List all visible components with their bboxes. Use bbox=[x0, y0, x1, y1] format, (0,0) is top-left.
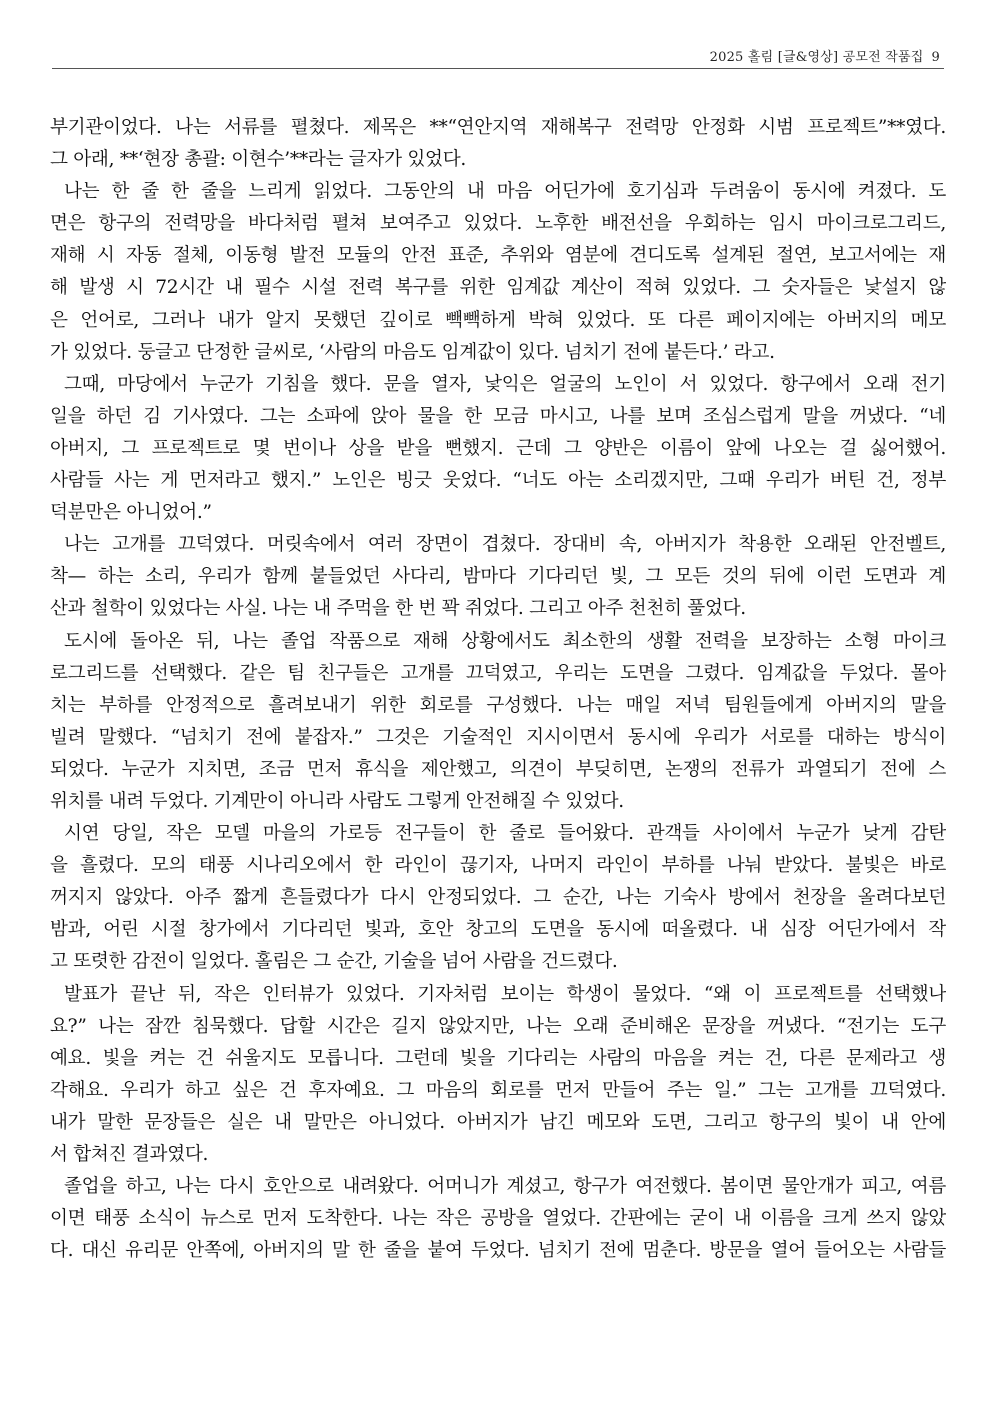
text-line: 나는 한 줄 한 줄을 느리게 읽었다. 그동안의 내 마음 어딘가에 호기심과 두려움이 동시에 켜졌다. 도 bbox=[64, 181, 946, 203]
text-line: 부기관이었다. 나는 서류를 펼쳤다. 제목은 **“연안지역 재해복구 전력망 안정화 시범 프로젝트”**였다. bbox=[50, 117, 946, 138]
text-line: 다. 대신 유리문 안쪽에, 아버지의 말 한 줄을 붙여 두었다. 넘치기 전에 멈춘다. 방문을 열어 들어오는 사람들 bbox=[50, 1240, 946, 1262]
page-header bbox=[52, 44, 944, 69]
text-line: 면은 항구의 전력망을 바다처럼 펼쳐 보여주고 있었다. 노후한 배전선을 우회하는 임시 마이크로그리드, bbox=[50, 213, 946, 235]
text-line: 착— 하는 소리, 우리가 함께 붙들었던 사다리, 밤마다 기다리던 빛, 그 모든 것의 뒤에 이런 도면과 계 bbox=[50, 566, 946, 588]
text-line: 그 아래, **‘현장 총괄: 이현수’**라는 글자가 있었다. bbox=[50, 149, 466, 171]
text-line: 내가 말한 문장들은 실은 내 말만은 아니었다. 아버지가 남긴 메모와 도면, 그리고 항구의 빛이 내 안에 bbox=[50, 1111, 946, 1133]
text-line: 산과 철학이 있었다는 사실. 나는 내 주먹을 한 번 꽉 쥐었다. 그리고 아주 천천히 풀었다. bbox=[50, 598, 746, 620]
header-text bbox=[710, 46, 940, 65]
text-line: 은 언어로, 그러나 내가 알지 못했던 깊이로 빽빽하게 박혀 있었다. 또 다른 페이지에는 아버지의 메모 bbox=[50, 309, 946, 331]
text-line: 사람들 사는 게 먼저라고 했지.” 노인은 빙긋 웃었다. “너도 아는 소리겠지만, 그때 우리가 버틴 건, 정부 bbox=[50, 470, 946, 492]
text-line: 일을 하던 김 기사였다. 그는 소파에 앉아 물을 한 모금 마시고, 나를 보며 조심스럽게 말을 꺼냈다. “네 bbox=[50, 405, 946, 427]
text-line: 로그리드를 선택했다. 같은 팀 친구들은 고개를 끄덕였고, 우리는 도면을 그렸다. 임계값을 두었다. 몰아 bbox=[50, 662, 946, 684]
text-line: 발표가 끝난 뒤, 작은 인터뷰가 있었다. 기자처럼 보이는 학생이 물었다. “왜 이 프로젝트를 선택했나 bbox=[64, 983, 946, 1005]
text-line: 을 흘렸다. 모의 태풍 시나리오에서 한 라인이 끊기자, 나머지 라인이 부하를 나눠 받았다. 불빛은 바로 bbox=[50, 855, 946, 877]
page-number: 9 bbox=[931, 50, 940, 65]
text-line: 예요. 빛을 켜는 건 쉬울지도 모릅니다. 그런데 빛을 기다리는 사람의 마음을 켜는 건, 다른 문제라고 생 bbox=[50, 1047, 946, 1069]
text-line: 나는 고개를 끄덕였다. 머릿속에서 여러 장면이 겹쳤다. 장대비 속, 아버지가 착용한 오래된 안전벨트, bbox=[64, 534, 946, 556]
text-line: 도시에 돌아온 뒤, 나는 졸업 작품으로 재해 상황에서도 최소한의 생활 전력을 보장하는 소형 마이크 bbox=[64, 630, 946, 652]
text-line: 아버지, 그 프로젝트로 몇 번이나 상을 받을 뻔했지. 근데 그 양반은 이름이 앞에 나오는 걸 싫어했어. bbox=[50, 437, 946, 459]
text-line: 졸업을 하고, 나는 다시 호안으로 내려왔다. 어머니가 계셨고, 항구가 여전했다. 봄이면 물안개가 피고, 여름 bbox=[64, 1176, 946, 1198]
text-line: 되었다. 누군가 지치면, 조금 먼저 휴식을 제안했고, 의견이 부딪히면, 논쟁의 전류가 과열되기 전에 스 bbox=[50, 758, 946, 780]
text-line: 빌려 말했다. “넘치기 전에 붙잡자.” 그것은 기술적인 지시이면서 동시에 우리가 서로를 대하는 방식이 bbox=[50, 726, 946, 748]
text-line: 서 합쳐진 결과였다. bbox=[50, 1144, 209, 1165]
text-line: 덕분만은 아니었어.” bbox=[50, 502, 212, 524]
publication-title: 2025 홀림 [글&영상] 공모전 작품집 bbox=[709, 50, 924, 65]
text-line: 시연 당일, 작은 모델 마을의 가로등 전구들이 한 줄로 들어왔다. 관객들 사이에서 누군가 낮게 감탄 bbox=[64, 823, 946, 845]
text-line: 각해요. 우리가 하고 싶은 건 후자예요. 그 마음의 회로를 먼저 만들어 주는 일.” 그는 고개를 끄덕였다. bbox=[50, 1079, 946, 1101]
text-line: 고 또렷한 감전이 일었다. 홀림은 그 순간, 기술을 넘어 사람을 건드렸다. bbox=[50, 951, 618, 973]
text-line: 가 있었다. 둥글고 단정한 글씨로, ‘사람의 마음도 임계값이 있다. 넘치기 전에 붙든다.’ 라고. bbox=[50, 341, 775, 363]
text-line: 위치를 내려 두었다. 기계만이 아니라 사람도 그렇게 안전해질 수 있었다. bbox=[50, 790, 624, 812]
text-line: 요?” 나는 잠깐 침묵했다. 답할 시간은 길지 않았지만, 나는 오래 준비해온 문장을 꺼냈다. “전기는 도구 bbox=[50, 1015, 946, 1037]
text-line: 재해 시 자동 절체, 이동형 발전 모듈의 안전 표준, 추위와 염분에 견디도록 설계된 절연, 보고서에는 재 bbox=[50, 245, 946, 267]
text-line: 해 발생 시 72시간 내 필수 시설 전력 복구를 위한 임계값 계산이 적혀 있었다. 그 숫자들은 낯설지 않 bbox=[50, 277, 946, 299]
text-line: 밤과, 어린 시절 창가에서 기다리던 빛과, 호안 창고의 도면을 동시에 떠올렸다. 내 심장 어딘가에서 작 bbox=[50, 919, 946, 941]
body-text bbox=[50, 116, 946, 1271]
text-line: 치는 부하를 안정적으로 흘려보내기 위한 회로를 구성했다. 나는 매일 저녁 팀원들에게 아버지의 말을 bbox=[50, 694, 946, 716]
text-line: 꺼지지 않았다. 아주 짧게 흔들렸다가 다시 안정되었다. 그 순간, 나는 기숙사 방에서 천장을 올려다보던 bbox=[50, 887, 946, 909]
text-line: 이면 태풍 소식이 뉴스로 먼저 도착한다. 나는 작은 공방을 열었다. 간판에는 굳이 내 이름을 크게 쓰지 않았 bbox=[50, 1208, 946, 1230]
text-line: 그때, 마당에서 누군가 기침을 했다. 문을 열자, 낯익은 얼굴의 노인이 서 있었다. 항구에서 오래 전기 bbox=[64, 373, 946, 395]
